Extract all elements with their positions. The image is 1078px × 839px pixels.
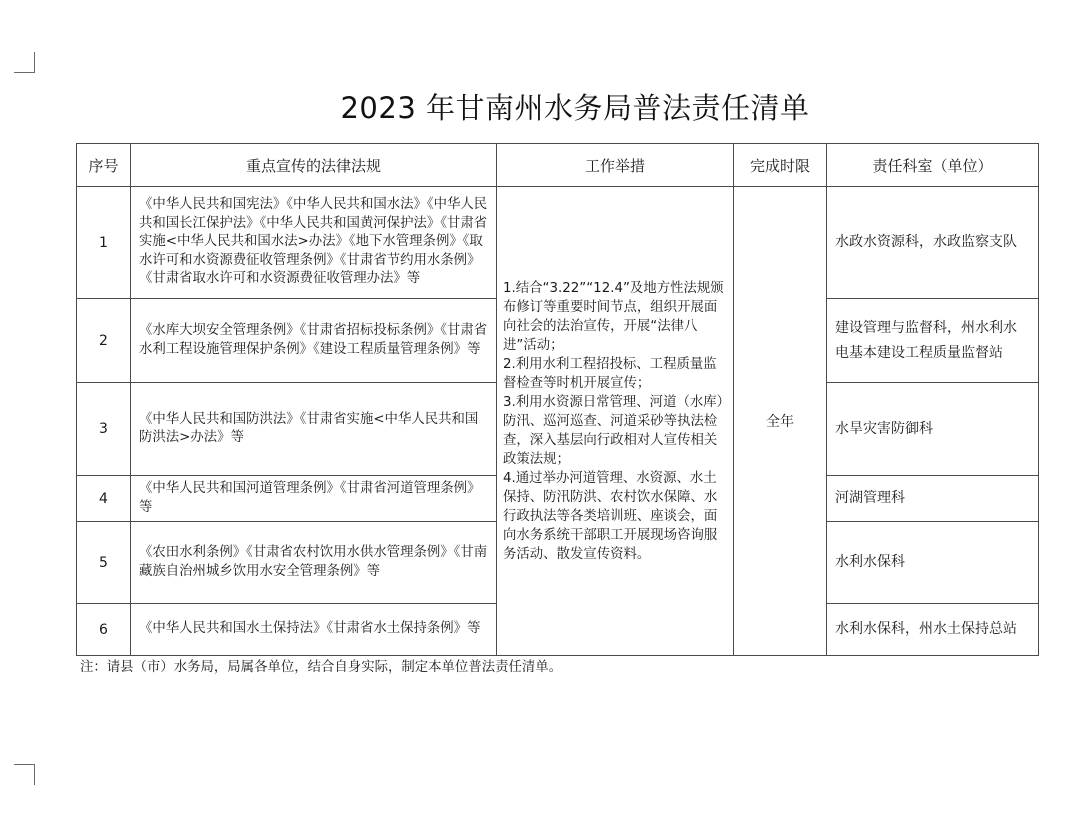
row-laws: 《中华人民共和国防洪法》《甘肃省实施<中华人民共和国防洪法>办法》等 xyxy=(131,383,497,476)
responsibility-table xyxy=(76,143,1039,656)
row-department: 水政水资源科，水政监察支队 xyxy=(827,187,1039,299)
row-number: 4 xyxy=(77,476,131,522)
row-department: 建设管理与监督科，州水利水电基本建设工程质量监督站 xyxy=(827,299,1039,383)
table-header-row xyxy=(77,144,1039,187)
row-department: 水旱灾害防御科 xyxy=(827,383,1039,476)
row-laws: 《农田水利条例》《甘肃省农村饮用水供水管理条例》《甘南藏族自治州城乡饮用水安全管理条例》等 xyxy=(131,522,497,604)
row-laws: 《中华人民共和国河道管理条例》《甘肃省河道管理条例》等 xyxy=(131,476,497,522)
footnote: 注：请县（市）水务局，局属各单位，结合自身实际，制定本单位普法责任清单。 xyxy=(80,660,563,675)
row-department: 河湖管理科 xyxy=(827,476,1039,522)
header-department: 责任科室（单位） xyxy=(827,144,1039,187)
header-number: 序号 xyxy=(77,144,131,187)
table-row xyxy=(77,187,1039,299)
row-number: 3 xyxy=(77,383,131,476)
row-number: 1 xyxy=(77,187,131,299)
row-department: 水利水保科 xyxy=(827,522,1039,604)
crop-mark-bottom-left xyxy=(14,764,35,785)
completion-time: 全年 xyxy=(734,187,827,656)
row-laws: 《水库大坝安全管理条例》《甘肃省招标投标条例》《甘肃省水利工程设施管理保护条例》《建设工程质量管理条例》等 xyxy=(131,299,497,383)
row-laws: 《中华人民共和国水土保持法》《甘肃省水土保持条例》等 xyxy=(131,604,497,656)
crop-mark-top-left xyxy=(14,52,35,73)
row-number: 6 xyxy=(77,604,131,656)
row-laws: 《中华人民共和国宪法》《中华人民共和国水法》《中华人民共和国长江保护法》《中华人民共和国黄河保护法》《甘肃省实施<中华人民共和国水法>办法》《地下水管理条例》《取水许可和水资源费征收管理条例》《甘肃省节约用水条例》《甘肃省取水许可和水资源费征收管理办法》等 xyxy=(131,187,497,299)
header-measures: 工作举措 xyxy=(497,144,734,187)
work-measures xyxy=(497,187,734,656)
header-laws: 重点宣传的法律法规 xyxy=(131,144,497,187)
document-title: 2023 年甘南州水务局普法责任清单 xyxy=(340,91,810,125)
row-number: 2 xyxy=(77,299,131,383)
header-deadline: 完成时限 xyxy=(734,144,827,187)
row-department: 水利水保科，州水土保持总站 xyxy=(827,604,1039,656)
row-number: 5 xyxy=(77,522,131,604)
work-measures-text: 1.结合“3.22”“12.4”及地方性法规颁布修订等重要时间节点，组织开展面向社会的法治宣传，开展“法律八进”活动； 2.利用水利工程招投标、工程质量监督检查等时机开展宣传； 3.利用水资源日常管理、河道（水库）防汛、巡河巡查、河道采砂等执法检查，深入基层向行政相对人宣传相关政策法规； 4.通过举办河道管理、水资源、水土保持、防汛防洪、农村饮水保障、水行政执法等各类培训班、座谈会，面向水务系统干部职工开展现场咨询服务活动、散发宣传资料。 xyxy=(503,280,724,562)
